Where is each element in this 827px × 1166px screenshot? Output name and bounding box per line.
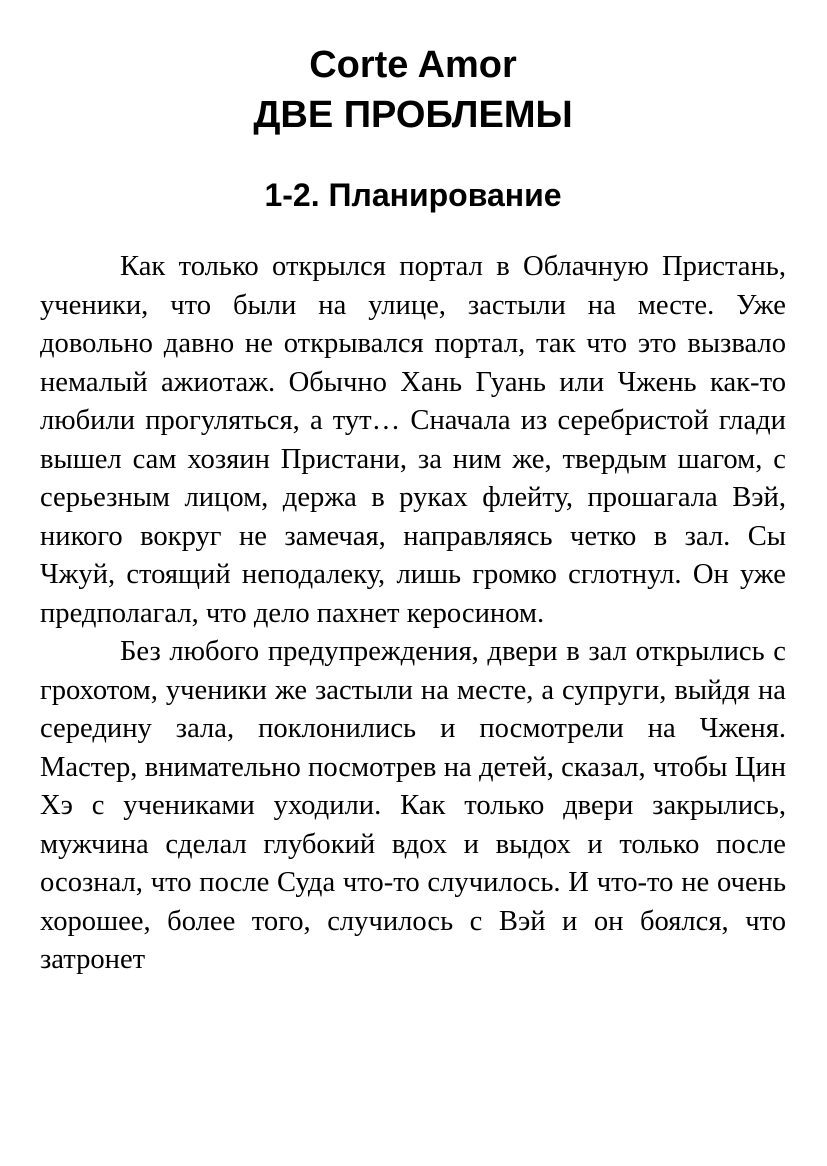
story-title: ДВЕ ПРОБЛЕМЫ <box>253 94 573 136</box>
paragraph: Как только открылся портал в Облачную Пристань, ученики, что были на улице, застыли на месте. Уже довольно давно не открывался портал, так что это вызвало немалый ажиотаж. Обычно Хань Гуань или Чжень как-то любили прогуляться, а тут… Сначала из серебристой глади вышел сам хозяин Пристани, за ним же, твердым шагом, с серьезным лицом, держа в руках флейту, прошагала Вэй, никого вокруг не замечая, направляясь четко в зал. Сы Чжуй, стоящий неподалеку, лишь громко сглотнул. Он уже предполагал, что дело пахнет керосином. <box>40 251 786 629</box>
author-name: Corte Amor <box>309 44 517 86</box>
chapter-heading: 1-2. Планирование <box>264 177 562 213</box>
document-page <box>40 40 786 980</box>
paragraph: Без любого предупреждения, двери в зал открылись с грохотом, ученики же застыли на месте, а супруги, выйдя на середину зала, поклонились и посмотрели на Чженя. Мастер, внимательно посмотрев на детей, сказал, чтобы Цин Хэ с учениками уходили. Как только двери закрылись, мужчина сделал глубокий вдох и выдох и только после осознал, что после Суда что-то случилось. И что-то не очень хорошее, более того, случилось с Вэй и он боялся, что затронет <box>40 636 786 975</box>
